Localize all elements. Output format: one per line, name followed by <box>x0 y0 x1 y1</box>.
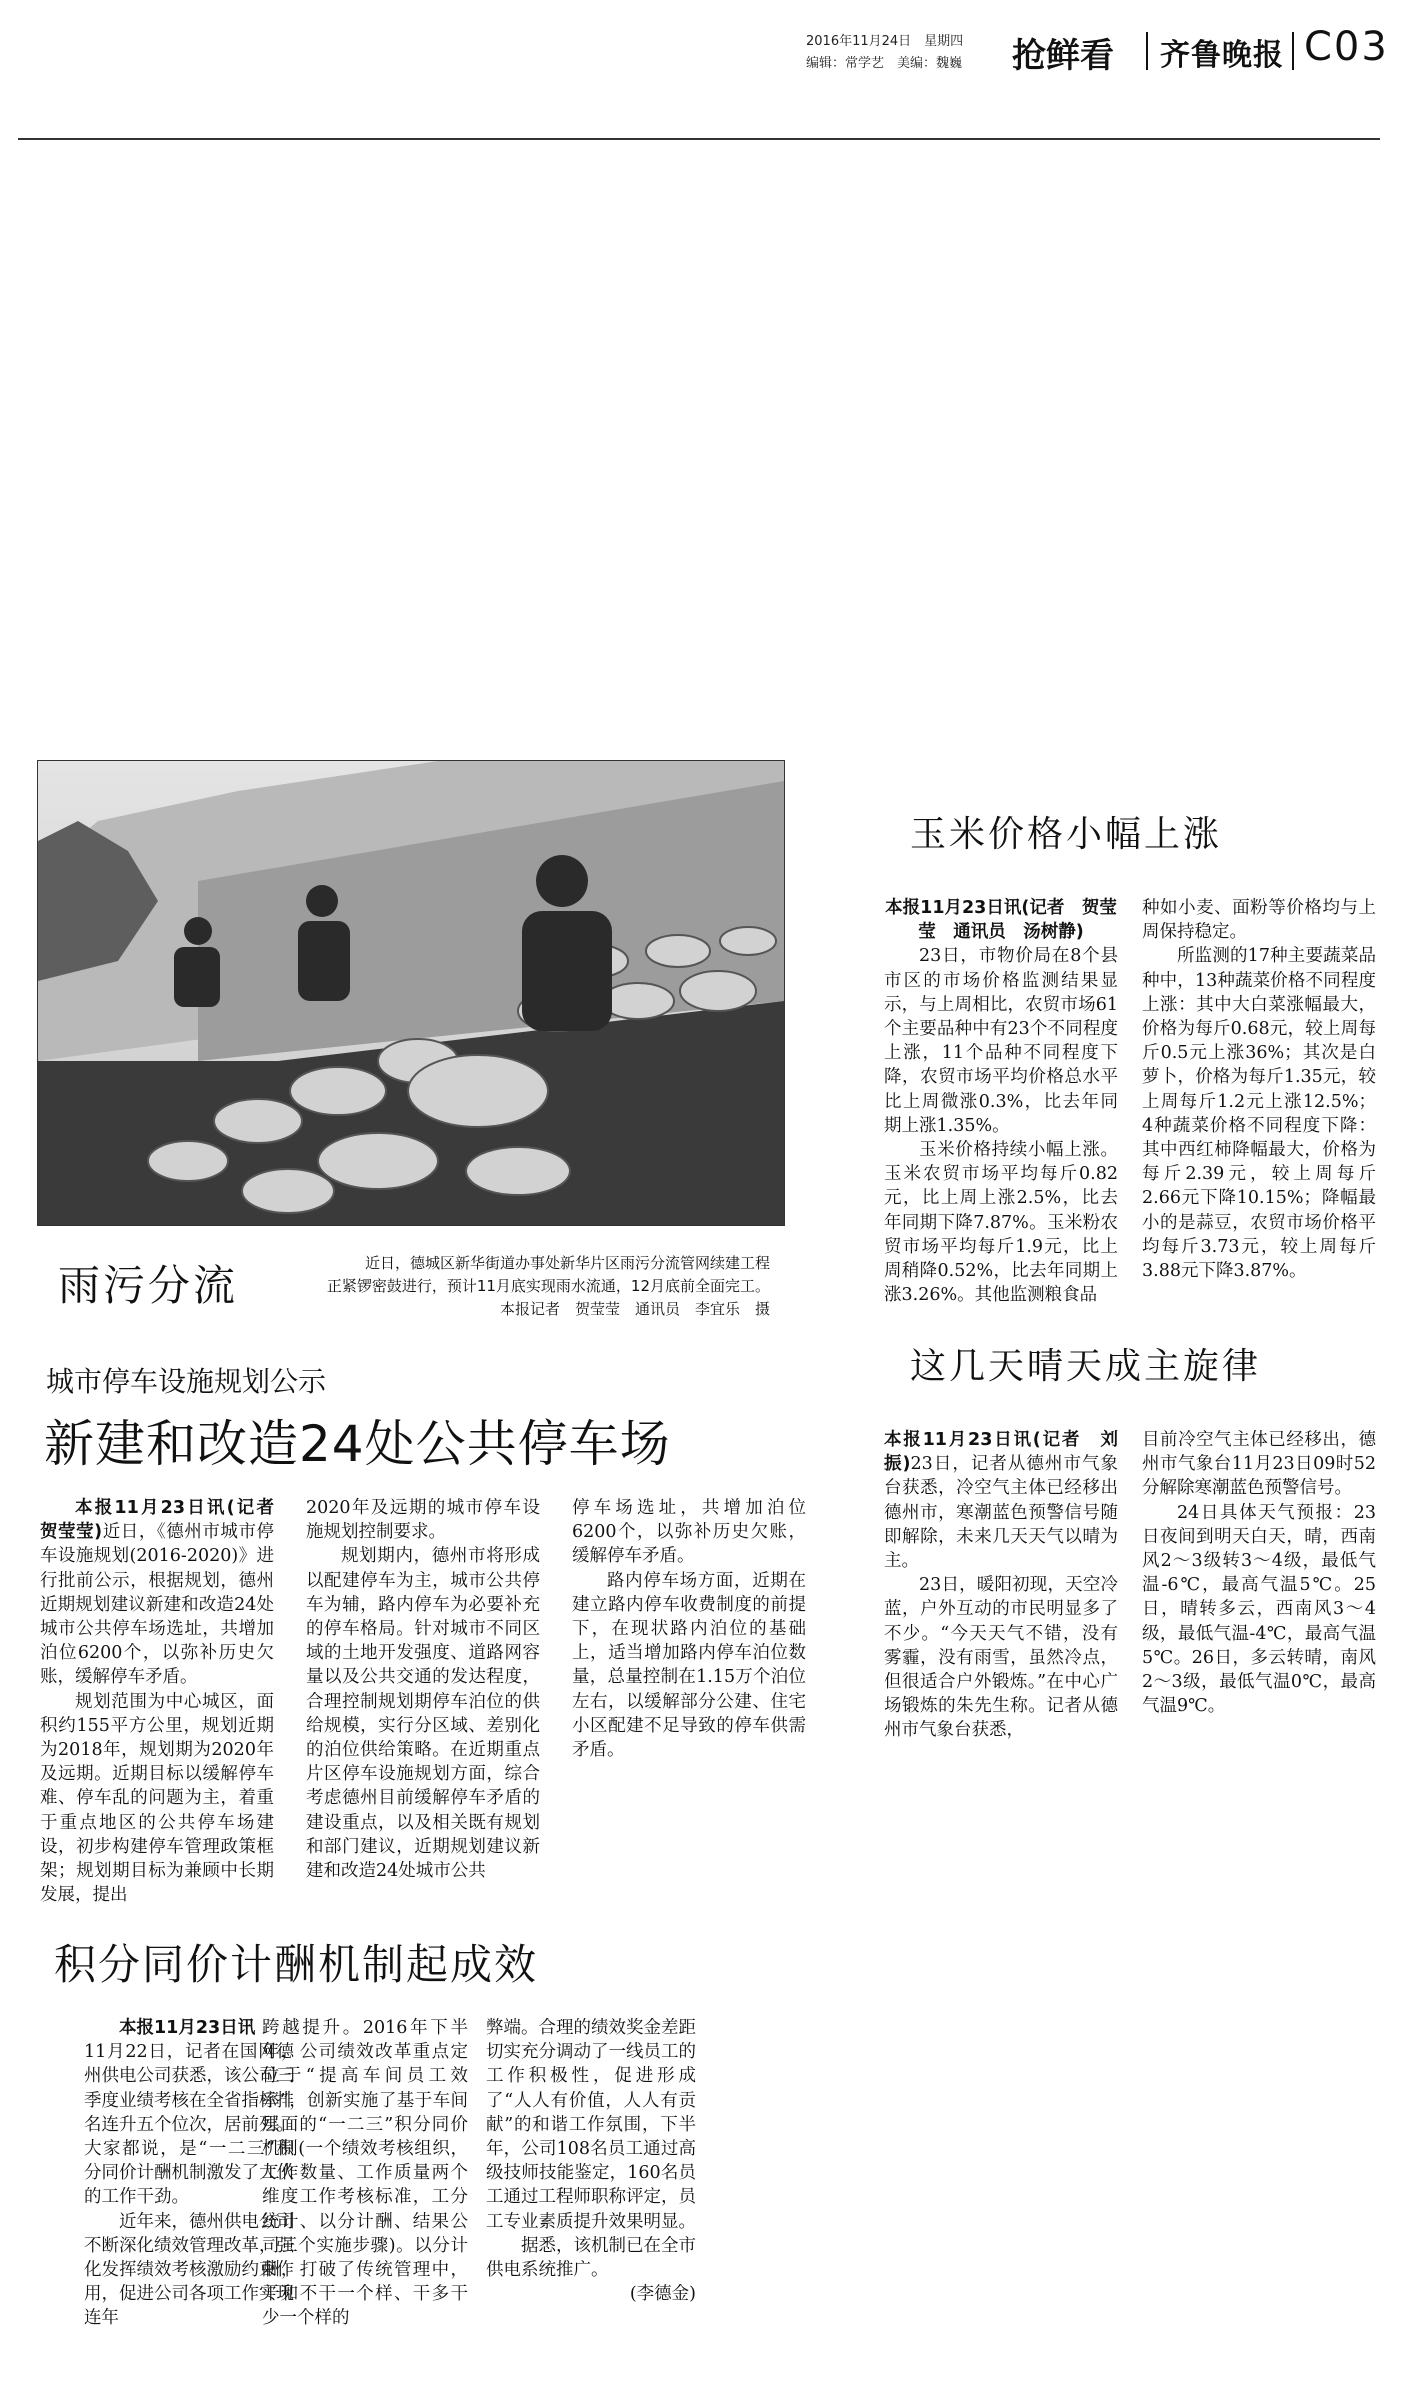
photo-caption-line: 近日，德城区新华街道办事处新华片区雨污分流管网续建工程 <box>364 1254 770 1272</box>
header-divider <box>1292 32 1294 70</box>
weather-paragraph: 24日具体天气预报：23日夜间到明天白天，晴，西南风2～3级转3～4级，最低气温-6℃，最高气温5℃。25日，晴转多云，西南风3～4级，最低气温-4℃，最高气温5℃。26日，多云转晴，南风2～3级，最低气温0℃，最高气温9℃。 <box>1142 1502 1376 1717</box>
corn-paragraph: 所监测的17种主要蔬菜品种中，13种蔬菜价格不同程度上涨：其中大白菜涨幅最大，价格为每斤0.68元，较上周每斤0.5元上涨36%；其次是白萝卜，价格为每斤1.35元，较上周每斤1.2元上涨12.5%；4种蔬菜价格不同程度下降：其中西红柿降幅最大，价格为每斤2.39元，较上周每斤2.66元下降10.15%；降幅最小的是蒜豆，农贸市场价格平均每斤3.73元，较上周每斤3.88元下降3.87%。 <box>1142 946 1376 1282</box>
corn-paragraph: 玉米价格持续小幅上涨。玉米农贸市场平均每斤0.82元，比上周上涨2.5%，比去年同期下降7.87%。玉米粉农贸市场平均每斤1.9元，比上周稍降0.52%，比去年同期上涨3.26%。其他监测粮食品 <box>884 1140 1118 1306</box>
weather-article-title: 这几天晴天成主旋律 <box>910 1346 1262 1387</box>
parking-article-col2 <box>306 1496 540 1883</box>
parking-paragraph: 路内停车场方面，近期在建立路内停车收费制度的前提下，在现状路内泊位的基础上，适当增加路内停车泊位数量，总量控制在1.15万个泊位左右，以缓解部分公建、住宅小区配建不足导致的停车供需矛盾。 <box>572 1570 806 1761</box>
points-byline: 本报11月23日讯 <box>119 2018 256 2038</box>
photo-caption <box>290 1252 770 1321</box>
points-article-col2 <box>262 2016 468 2331</box>
weather-paragraph: 目前冷空气主体已经移出，德州市气象台11月23日09时52分解除寒潮蓝色预警信号。 <box>1142 1430 1376 1499</box>
points-paragraph: 据悉，该机制已在全市供电系统推广。 <box>486 2235 696 2281</box>
parking-article-col3 <box>572 1496 806 1762</box>
construction-photo-illustration <box>38 761 784 1225</box>
parking-paragraph: 规划期内，德州市将形成以配建停车为主，城市公共停车为辅，路内停车为必要补充的停车格局。针对城市不同区域的土地开发强度、道路网容量以及公共交通的发达程度，合理控制规划期停车泊位的供给规模，实行分区域、差别化的泊位供给策略。在近期重点片区停车设施规划方面，综合考虑德州目前缓解停车矛盾的建设重点，以及相关既有规划和部门建议，近期规划建议新建和改造24处城市公共 <box>306 1546 540 1882</box>
parking-article-title: 新建和改造24处公共停车场 <box>44 1415 671 1473</box>
corn-article-col2 <box>1142 896 1376 1283</box>
corn-byline: 本报11月23日讯(记者 贺莹莹 通讯员 汤树静) <box>885 898 1117 943</box>
weather-paragraph: 23日，记者从德州市气象台获悉，冷空气主体已经移出德州市，寒潮蓝色预警信号随即解除，未来几天天气以晴为主。 <box>884 1454 1118 1572</box>
points-author: (李德金) <box>629 2284 696 2305</box>
parking-article-col1 <box>40 1496 292 1907</box>
header-divider <box>1146 32 1148 70</box>
weather-article-col2 <box>1142 1428 1376 1718</box>
newspaper-brand: 齐鲁晚报 <box>1160 38 1284 73</box>
section-title: 抢鲜看 <box>1012 36 1114 76</box>
points-paragraph: 弊端。合理的绩效奖金差距切实充分调动了一线员工的工作积极性，促进形成了“人人有价值，人人有贡献”的和谐工作氛围，下半年，公司108名员工通过高级技师技能鉴定，160名员工通过工程师职称评定，员工专业素质提升效果明显。 <box>486 2018 696 2232</box>
issue-date: 2016年11月24日 星期四 <box>806 34 964 49</box>
parking-paragraph: 规划范围为中心城区，面积约155平方公里，规划近期为2018年，规划期为2020年及远期。近期目标以缓解停车难、停车乱的问题为主，着重于重点地区的公共停车场建设，初步构建停车管理政策框架；规划期目标为兼顾中长期发展，提出 <box>40 1691 274 1906</box>
photo-credit: 本报记者 贺莹莹 通讯员 李宜乐 摄 <box>499 1300 770 1318</box>
header-rule <box>18 138 1380 140</box>
page-code: C03 <box>1304 24 1389 70</box>
points-article-title: 积分同价计酬机制起成效 <box>54 1940 539 1989</box>
photo-caption-line: 正紧锣密鼓进行，预计11月底实现雨水流通，12月底前全面完工。 <box>326 1277 770 1295</box>
parking-paragraph: 近日，《德州市城市停车设施规划(2016-2020)》进行批前公示，根据规划，德州近期规划建议新建和改造24处城市公共停车场选址，共增加泊位6200个，以弥补历史欠账，缓解停车矛盾。 <box>40 1522 274 1688</box>
points-paragraph: 跨越提升。2016年下半年，公司绩效改革重点定位于“提高车间员工效率”，创新实施了基于车间层面的“一二三”积分同价机制(一个绩效考核组织，工作数量、工作质量两个维度工作考核标准，工分统计、以分计酬、结果公司三个实施步骤)。以分计酬，打破了传统管理中，干和不干一个样、干多干少一个样的 <box>262 2018 468 2329</box>
weather-paragraph: 23日，暖阳初现，天空冷蓝，户外互动的市民明显多了不少。“今天天气不错，没有雾霾，没有雨雪，虽然冷点，但很适合户外锻炼。”在中心广场锻炼的朱先生称。记者从德州市气象台获悉， <box>884 1575 1118 1741</box>
points-article-col3 <box>486 2016 696 2306</box>
corn-article-col1 <box>884 896 1118 1307</box>
parking-paragraph: 停车场选址，共增加泊位6200个，以弥补历史欠账，缓解停车矛盾。 <box>572 1498 806 1567</box>
parking-paragraph: 2020年及远期的城市停车设施规划控制要求。 <box>306 1498 540 1543</box>
corn-article-title: 玉米价格小幅上涨 <box>910 814 1223 855</box>
parking-byline: 本报11月23日讯(记者 贺莹莹) <box>40 1498 292 1543</box>
photo-story-title: 雨污分流 <box>58 1261 239 1310</box>
weather-article-col1 <box>884 1428 1118 1743</box>
construction-photo <box>37 760 785 1226</box>
points-paragraph: 11月22日，记者在国网德州供电公司获悉，该公司三季度业绩考核在全省指标排名连升五个位次，居前列。大家都说，是“一二三”积分同价计酬机制激发了大伙的工作干劲。 <box>84 2042 294 2208</box>
editor-credits: 编辑：常学艺 美编：魏巍 <box>806 56 963 71</box>
corn-paragraph: 种如小麦、面粉等价格均与上周保持稳定。 <box>1142 898 1376 943</box>
parking-kicker: 城市停车设施规划公示 <box>46 1365 327 1398</box>
corn-paragraph: 23日，市物价局在8个县市区的市场价格监测结果显示，与上周相比，农贸市场61个主要品种中有23个不同程度上涨，11个品种不同程度下降，农贸市场平均价格总水平比上周微涨0.3%，比去年同期上涨1.35%。 <box>884 946 1118 1136</box>
weather-byline: 本报11月23日讯(记者 刘振) <box>884 1430 1118 1475</box>
points-paragraph: 近年来，德州供电公司不断深化绩效管理改革，强化发挥绩效考核激励约束作用，促进公司各项工作实现连年 <box>84 2211 294 2329</box>
